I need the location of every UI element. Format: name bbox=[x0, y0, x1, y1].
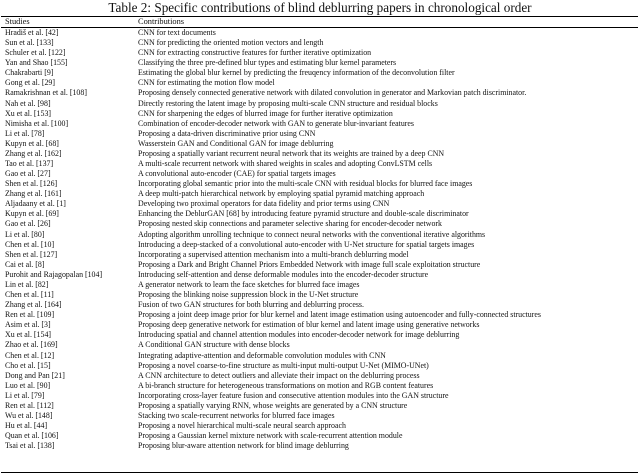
contribution-cell: Stacking two scale-recurrent networks for blurred face images bbox=[138, 410, 335, 420]
study-cell: Chen et al. [11] bbox=[5, 290, 54, 300]
contribution-cell: Introducing spatial and channel attention modules into encoder-decoder network for image deblurring bbox=[138, 330, 460, 340]
contribution-cell: A generator network to learn the face sketches for blurred face images bbox=[138, 279, 360, 289]
study-cell: Gong et al. [29] bbox=[5, 78, 55, 88]
study-cell: Asim et al. [3] bbox=[5, 320, 51, 330]
study-cell: Kupyn et al. [69] bbox=[5, 209, 59, 219]
contribution-cell: A deep multi-patch hierarchical network by employing spatial pyramid matching approach bbox=[138, 189, 425, 199]
contribution-cell: Proposing deep generative network for estimation of blur kernel and latent image using generative networks bbox=[138, 320, 480, 330]
table-row bbox=[0, 431, 640, 441]
study-cell: Shen et al. [127] bbox=[5, 249, 58, 259]
table-row bbox=[0, 199, 640, 209]
contribution-cell: CNN for sharpening the edges of blurred image for further iterative optimization bbox=[138, 108, 393, 118]
study-cell: Li et al. [79] bbox=[5, 390, 45, 400]
table-row bbox=[0, 351, 640, 361]
study-cell: Kupyn et al. [68] bbox=[5, 138, 59, 148]
table-row bbox=[0, 330, 640, 340]
contribution-cell: Proposing a Dark and Bright Channel Priors Embedded Network with image full scale exploitation structure bbox=[138, 259, 481, 269]
table-row bbox=[0, 58, 640, 68]
table-row bbox=[0, 209, 640, 219]
study-cell: Xu et al. [154] bbox=[5, 330, 52, 340]
contribution-cell: Incorporating cross-layer feature fusion and consecutive attention modules into the GAN structure bbox=[138, 390, 449, 400]
table-bottom-rule bbox=[1, 472, 638, 473]
table-row bbox=[0, 250, 640, 260]
table-row bbox=[0, 230, 640, 240]
study-cell: Purohit and Rajagopalan [104] bbox=[5, 269, 103, 279]
table-row bbox=[0, 371, 640, 381]
study-cell: Hradiš et al. [42] bbox=[5, 28, 59, 37]
table-row bbox=[0, 270, 640, 280]
table-row bbox=[0, 340, 640, 350]
table-row bbox=[0, 421, 640, 431]
study-cell: Shen et al. [126] bbox=[5, 179, 58, 189]
table-row bbox=[0, 441, 640, 451]
study-cell: Ren et al. [109] bbox=[5, 310, 55, 320]
table-row bbox=[0, 411, 640, 421]
study-cell: Tsai et al. [138] bbox=[5, 441, 55, 451]
table-caption: Table 2: Specific contributions of blind deblurring papers in chronological order bbox=[108, 0, 532, 15]
table-row bbox=[0, 169, 640, 179]
study-cell: Gao et al. [26] bbox=[5, 219, 51, 229]
table-row bbox=[0, 159, 640, 169]
table-row bbox=[0, 88, 640, 98]
contribution-cell: Adopting algorithm unrolling technique to connect neural networks with the conventional iterative algorithms bbox=[138, 229, 486, 239]
table-row bbox=[0, 78, 640, 88]
study-cell: Zhang et al. [162] bbox=[5, 148, 62, 158]
contribution-cell: CNN for extracting constructive features for further iterative optimization bbox=[138, 48, 372, 58]
study-cell: Zhang et al. [161] bbox=[5, 189, 62, 199]
study-cell: Ren et al. [112] bbox=[5, 400, 54, 410]
study-cell: Li et al. [80] bbox=[5, 229, 45, 239]
table-row bbox=[0, 179, 640, 189]
study-cell: Tao et al. [137] bbox=[5, 159, 54, 169]
contribution-cell: Proposing a joint deep image prior for blur kernel and latent image estimation using autoencoder and fully-connected structures bbox=[138, 310, 541, 320]
study-cell: Lin et al. [82] bbox=[5, 279, 49, 289]
contribution-cell: Incorporating global semantic prior into the multi-scale CNN with residual blocks for blurred face images bbox=[138, 179, 473, 189]
study-cell: Hu et al. [44] bbox=[5, 421, 48, 431]
table-row bbox=[0, 320, 640, 330]
table-row bbox=[0, 219, 640, 229]
table-row bbox=[0, 240, 640, 250]
table-row bbox=[0, 189, 640, 199]
contribution-cell: Proposing a spatially varying RNN, whose weights are generated by a CNN structure bbox=[138, 400, 408, 410]
study-cell: Li et al. [78] bbox=[5, 128, 45, 138]
contribution-cell: Incorporating a supervised attention mechanism into a multi-branch deblurring model bbox=[138, 249, 409, 259]
column-header-studies: Studies bbox=[5, 17, 30, 26]
contribution-cell: Proposing blur-aware attention network for blind image deblurring bbox=[138, 441, 349, 451]
contribution-cell: A bi-branch structure for heterogeneous transformations on motion and RGB content features bbox=[138, 380, 434, 390]
study-cell: Dong and Pan [21] bbox=[5, 370, 65, 380]
study-cell: Chen et al. [10] bbox=[5, 239, 55, 249]
contribution-cell: Integrating adaptive-attention and deformable convolution modules with CNN bbox=[138, 350, 386, 360]
table-row bbox=[0, 38, 640, 48]
table-row bbox=[0, 149, 640, 159]
study-cell: Chakrabarti [9] bbox=[5, 68, 54, 78]
table-row bbox=[0, 381, 640, 391]
contribution-cell: Classifying the three pre-defined blur types and estimating blur kernel parameters bbox=[138, 58, 397, 68]
contribution-cell: CNN for text documents bbox=[138, 28, 216, 37]
study-cell: Xu et al. [153] bbox=[5, 108, 52, 118]
table-row bbox=[0, 129, 640, 139]
contribution-cell: A CNN architecture to detect outliers and alleviate their impact on the deblurring process bbox=[138, 370, 420, 380]
study-cell: Sun et al. [133] bbox=[5, 38, 54, 48]
table-row bbox=[0, 310, 640, 320]
contribution-cell: Fusion of two GAN structures for both blurring and deblurring process. bbox=[138, 300, 364, 310]
contribution-cell: Directly restoring the latent image by proposing multi-scale CNN structure and residual blocks bbox=[138, 98, 438, 108]
table-row bbox=[0, 361, 640, 371]
contribution-cell: Proposing nested skip connections and parameter selective sharing for encoder-decoder network bbox=[138, 219, 442, 229]
table-row bbox=[0, 109, 640, 119]
contribution-cell: Developing two proximal operators for data fidelity and prior terms using CNN bbox=[138, 199, 390, 209]
study-cell: Gao et al. [27] bbox=[5, 169, 51, 179]
study-cell: Cho et al. [15] bbox=[5, 360, 51, 370]
contribution-cell: Proposing densely connected generative network with dilated convolution in generator and Markovian patch discriminator. bbox=[138, 88, 527, 98]
table-row bbox=[0, 139, 640, 149]
table-row bbox=[0, 68, 640, 78]
contribution-cell: A Conditional GAN structure with dense blocks bbox=[138, 340, 290, 350]
contribution-cell: A multi-scale recurrent network with shared weights in scales and adopting ConvLSTM cells bbox=[138, 159, 433, 169]
contribution-cell: Proposing a novel coarse-to-fine structure as multi-input multi-output U-Net (MIMO-UNet) bbox=[138, 360, 429, 370]
table-row bbox=[0, 280, 640, 290]
study-cell: Ramakrishnan et al. [108] bbox=[5, 88, 87, 98]
study-cell: Nah et al. [98] bbox=[5, 98, 51, 108]
contribution-cell: Estimating the global blur kernel by predicting the freuqency information of the deconvolution filter bbox=[138, 68, 455, 78]
table-top-rule bbox=[1, 16, 638, 17]
table-row bbox=[0, 391, 640, 401]
contribution-cell: Proposing a data-driven discriminative prior using CNN bbox=[138, 128, 316, 138]
study-cell: Quan et al. [106] bbox=[5, 431, 59, 441]
contribution-cell: Proposing the blinking noise suppression block in the U-Net structure bbox=[138, 290, 359, 300]
table-body bbox=[0, 28, 640, 451]
column-header-contributions: Contributions bbox=[138, 17, 185, 26]
study-cell: Zhang et al. [164] bbox=[5, 300, 62, 310]
contribution-cell: Wasserstein GAN and Conditional GAN for image deblurring bbox=[138, 138, 334, 148]
contribution-cell: CNN for estimating the motion flow model bbox=[138, 78, 275, 88]
contribution-cell: Proposing a novel hierarchical multi-scale neural search approach bbox=[138, 421, 346, 431]
study-cell: Chen et al. [12] bbox=[5, 350, 55, 360]
contribution-cell: Enhancing the DeblurGAN [68] by introducing feature pyramid structure and double-scale discriminator bbox=[138, 209, 469, 219]
table-row bbox=[0, 300, 640, 310]
contribution-cell: CNN for predicting the oriented motion vectors and length bbox=[138, 38, 324, 48]
table-row bbox=[0, 260, 640, 270]
contribution-cell: Introducing a deep-stacked of a convolutional auto-encoder with U-Net structure for spatial targets images bbox=[138, 239, 475, 249]
table-row bbox=[0, 48, 640, 58]
study-cell: Nimisha et al. [100] bbox=[5, 118, 69, 128]
table-row bbox=[0, 119, 640, 129]
study-cell: Luo et al. [90] bbox=[5, 380, 51, 390]
contribution-cell: Introducing self-attention and dense deformable modules into the encoder-decoder structure bbox=[138, 269, 429, 279]
table-row bbox=[0, 401, 640, 411]
study-cell: Cai et al. [8] bbox=[5, 259, 45, 269]
study-cell: Wu et al. [148] bbox=[5, 410, 53, 420]
contribution-cell: Proposing a spatially variant recurrent neural network that its weights are trained by a deep CNN bbox=[138, 148, 445, 158]
table-row bbox=[0, 99, 640, 109]
table-row bbox=[0, 28, 640, 38]
contribution-cell: Combination of encoder-decoder network with GAN to generate blur-invariant features bbox=[138, 118, 414, 128]
table-row bbox=[0, 290, 640, 300]
study-cell: Schuler et al. [122] bbox=[5, 48, 66, 58]
contribution-cell: A convolutional auto-encoder (CAE) for spatial targets images bbox=[138, 169, 336, 179]
study-cell: Yan and Shao [155] bbox=[5, 58, 68, 68]
study-cell: Aljadaany et al. [1] bbox=[5, 199, 66, 209]
study-cell: Zhao et al. [169] bbox=[5, 340, 58, 350]
contribution-cell: Proposing a Gaussian kernel mixture network with scale-recurrent attention module bbox=[138, 431, 403, 441]
